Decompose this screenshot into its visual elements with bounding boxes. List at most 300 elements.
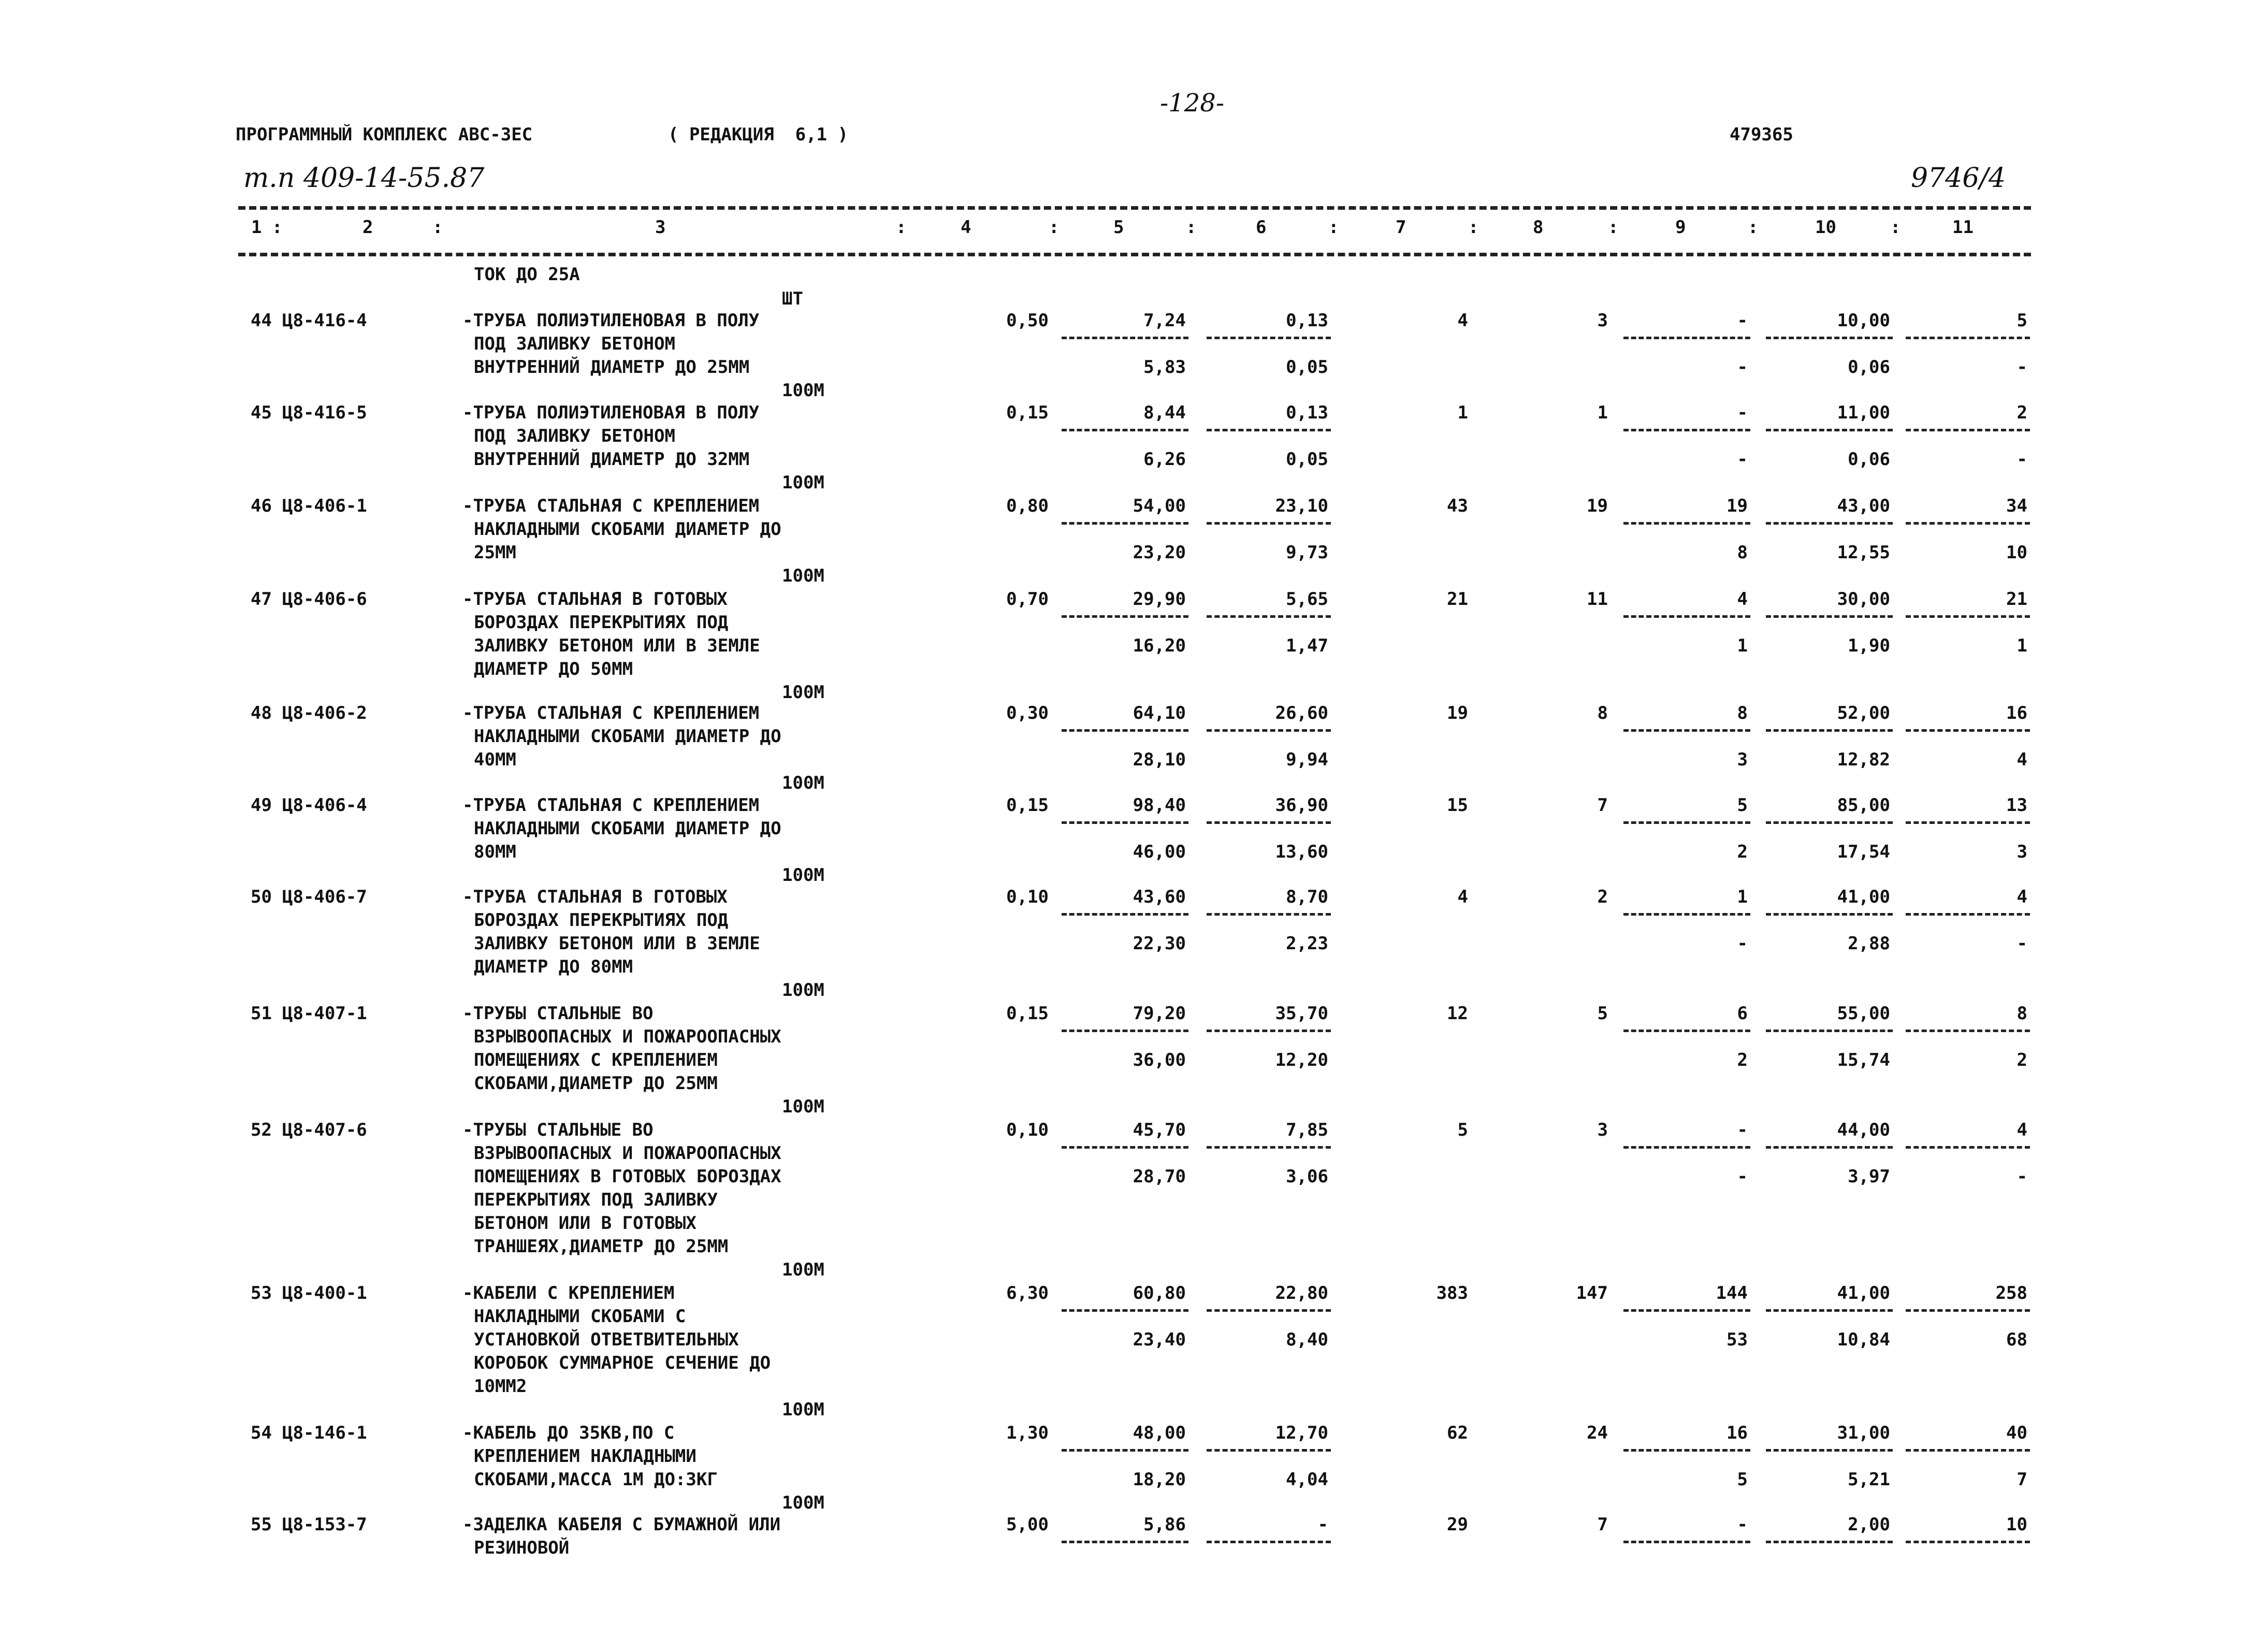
- value-divider: [1623, 1449, 1750, 1452]
- work-description: -ЗАДЕЛКА КАБЕЛЯ С БУМАЖНОЙ ИЛИ: [462, 1514, 781, 1535]
- value-c10: 41,00: [1837, 887, 1890, 907]
- value-divider: [1207, 1541, 1331, 1543]
- value-c10-second: 2,88: [1848, 933, 1890, 954]
- value-divider: [1906, 1449, 2030, 1452]
- value-divider: [1207, 615, 1331, 618]
- value-divider: [1062, 1030, 1188, 1032]
- value-c10-second: 15,74: [1837, 1050, 1890, 1070]
- value-c10: 31,00: [1837, 1423, 1890, 1443]
- work-description: ВНУТРЕННИЙ ДИАМЕТР ДО 25ММ: [474, 357, 750, 378]
- value-qty: 6,30: [1006, 1283, 1049, 1303]
- column-number: 8: [1533, 217, 1544, 238]
- value-c10: 41,00: [1837, 1283, 1890, 1303]
- value-c7: 383: [1436, 1283, 1468, 1303]
- header-top-rule: [238, 206, 2031, 210]
- work-description: БОРОЗДАХ ПЕРЕКРЫТИЯХ ПОД: [474, 910, 729, 931]
- edition-label: ( РЕДАКЦИЯ 6,1 ): [668, 124, 848, 145]
- value-c8: 5: [1597, 1003, 1608, 1024]
- value-c6: 23,10: [1275, 496, 1328, 516]
- value-c10: 55,00: [1837, 1003, 1890, 1024]
- value-qty: 5,00: [1006, 1514, 1049, 1535]
- work-description: КРЕПЛЕНИЕМ НАКЛАДНЫМИ: [474, 1446, 697, 1467]
- value-c6-second: 9,94: [1286, 749, 1328, 770]
- value-c5: 79,20: [1133, 1003, 1186, 1024]
- value-c11: 8: [2017, 1003, 2027, 1024]
- value-c6: 7,85: [1286, 1120, 1328, 1140]
- value-qty: 0,15: [1006, 1003, 1049, 1024]
- value-c9: 19: [1727, 496, 1748, 516]
- work-description: 80ММ: [474, 842, 516, 862]
- column-separator: :: [896, 217, 907, 238]
- value-c8: 7: [1597, 1514, 1608, 1535]
- value-qty: 0,80: [1006, 496, 1049, 516]
- row-number: 44: [251, 310, 272, 331]
- value-c5: 45,70: [1133, 1120, 1186, 1140]
- work-description: 40ММ: [474, 749, 516, 770]
- column-number: 7: [1396, 217, 1406, 238]
- value-divider: [1207, 1449, 1331, 1452]
- value-c6-second: 8,40: [1286, 1329, 1328, 1350]
- value-divider: [1906, 821, 2030, 824]
- value-divider: [1062, 429, 1188, 431]
- value-c11-second: -: [2017, 933, 2027, 954]
- value-divider: [1062, 615, 1188, 618]
- value-c5: 60,80: [1133, 1283, 1186, 1303]
- value-c6-second: 1,47: [1286, 635, 1328, 656]
- row-number: 49: [251, 795, 272, 816]
- value-c5-second: 36,00: [1133, 1050, 1186, 1070]
- value-c7: 21: [1447, 589, 1468, 610]
- value-c11-second: 68: [2006, 1329, 2027, 1350]
- value-c11: 21: [2006, 589, 2027, 610]
- value-c8: 7: [1597, 795, 1608, 816]
- row-number: 48: [251, 703, 272, 723]
- work-description: СКОБАМИ,МАССА 1М ДО:3КГ: [474, 1469, 718, 1490]
- work-description: 25ММ: [474, 542, 516, 563]
- value-divider: [1062, 1146, 1188, 1149]
- work-description: УСТАНОВКОЙ ОТВЕТВИТЕЛЬНЫХ: [474, 1329, 739, 1350]
- value-c6: 22,80: [1275, 1283, 1328, 1303]
- row-number: 53: [251, 1283, 272, 1303]
- unit-of-measure: 100М: [782, 865, 824, 886]
- value-c9-second: 2: [1737, 842, 1748, 862]
- value-c6: 26,60: [1275, 703, 1328, 723]
- value-c5-second: 16,20: [1133, 635, 1186, 656]
- rate-code: Ц8-416-5: [282, 402, 367, 423]
- unit-of-measure: 100М: [782, 380, 824, 401]
- value-c6: 36,90: [1275, 795, 1328, 816]
- work-description: ПОМЕЩЕНИЯХ В ГОТОВЫХ БОРОЗДАХ: [474, 1166, 781, 1187]
- rate-code: Ц8-406-1: [282, 496, 367, 516]
- row-number: 45: [251, 402, 272, 423]
- value-divider: [1906, 615, 2030, 618]
- value-c10: 11,00: [1837, 402, 1890, 423]
- value-divider: [1766, 429, 1893, 431]
- value-c5: 29,90: [1133, 589, 1186, 610]
- work-description: -КАБЕЛИ С КРЕПЛЕНИЕМ: [462, 1283, 675, 1303]
- value-divider: [1766, 1309, 1893, 1312]
- value-c5-second: 6,26: [1143, 449, 1186, 470]
- value-c10-second: 0,06: [1848, 357, 1890, 378]
- row-number: 55: [251, 1514, 272, 1535]
- value-divider: [1623, 1030, 1750, 1032]
- value-divider: [1623, 1541, 1750, 1543]
- value-divider: [1906, 1541, 2030, 1543]
- value-divider: [1766, 1030, 1893, 1032]
- work-description: ТРАНШЕЯХ,ДИАМЕТР ДО 25ММ: [474, 1236, 729, 1257]
- value-c10: 85,00: [1837, 795, 1890, 816]
- value-c8: 11: [1587, 589, 1608, 610]
- value-divider: [1766, 913, 1893, 916]
- value-c8: 3: [1597, 310, 1608, 331]
- value-c10-second: 17,54: [1837, 842, 1890, 862]
- value-c9: 144: [1716, 1283, 1748, 1303]
- value-c5-second: 23,40: [1133, 1329, 1186, 1350]
- value-c10: 43,00: [1837, 496, 1890, 516]
- value-divider: [1766, 522, 1893, 525]
- value-c11-second: 3: [2017, 842, 2027, 862]
- value-c11: 4: [2017, 887, 2027, 907]
- value-c11: 5: [2017, 310, 2027, 331]
- work-description: СКОБАМИ,ДИАМЕТР ДО 25ММ: [474, 1073, 718, 1094]
- row-number: 47: [251, 589, 272, 610]
- value-c11-second: 2: [2017, 1050, 2027, 1070]
- value-divider: [1623, 1146, 1750, 1149]
- value-c9: 8: [1737, 703, 1748, 723]
- column-separator: :: [272, 217, 283, 238]
- value-c7: 19: [1447, 703, 1468, 723]
- work-description: ДИАМЕТР ДО 50ММ: [474, 659, 633, 679]
- work-description: НАКЛАДНЫМИ СКОБАМИ ДИАМЕТР ДО: [474, 818, 781, 839]
- value-divider: [1906, 429, 2030, 431]
- value-divider: [1766, 729, 1893, 732]
- value-c11-second: -: [2017, 449, 2027, 470]
- value-divider: [1906, 1030, 2030, 1032]
- value-divider: [1623, 729, 1750, 732]
- work-description: ПЕРЕКРЫТИЯХ ПОД ЗАЛИВКУ: [474, 1190, 718, 1210]
- value-c5-second: 46,00: [1133, 842, 1186, 862]
- value-divider: [1207, 729, 1331, 732]
- value-divider: [1906, 913, 2030, 916]
- work-description: ВЗРЫВООПАСНЫХ И ПОЖАРООПАСНЫХ: [474, 1026, 781, 1047]
- value-divider: [1906, 729, 2030, 732]
- value-c6-second: 2,23: [1286, 933, 1328, 954]
- value-divider: [1623, 337, 1750, 339]
- value-c9-second: -: [1737, 357, 1748, 378]
- value-c9-second: -: [1737, 449, 1748, 470]
- value-divider: [1062, 1449, 1188, 1452]
- value-c11: 16: [2006, 703, 2027, 723]
- value-c6-second: 12,20: [1275, 1050, 1328, 1070]
- value-c9-second: 1: [1737, 635, 1748, 656]
- value-c6: 0,13: [1286, 310, 1328, 331]
- row-number: 51: [251, 1003, 272, 1024]
- unit-of-measure: 100М: [782, 1259, 824, 1280]
- value-c6: 35,70: [1275, 1003, 1328, 1024]
- column-separator: :: [1748, 217, 1759, 238]
- value-c9-second: 3: [1737, 749, 1748, 770]
- value-divider: [1906, 1309, 2030, 1312]
- value-divider: [1207, 522, 1331, 525]
- column-separator: :: [1328, 217, 1339, 238]
- unit-of-measure: 100М: [782, 566, 824, 586]
- value-c5-second: 28,70: [1133, 1166, 1186, 1187]
- work-description: -ТРУБЫ СТАЛЬНЫЕ ВО: [462, 1003, 654, 1024]
- value-c9: -: [1737, 1514, 1748, 1535]
- value-c5: 43,60: [1133, 887, 1186, 907]
- value-c5: 54,00: [1133, 496, 1186, 516]
- value-qty: 0,15: [1006, 795, 1049, 816]
- rate-code: Ц8-416-4: [282, 310, 367, 331]
- column-separator: :: [1608, 217, 1619, 238]
- value-divider: [1623, 913, 1750, 916]
- column-number: 4: [961, 217, 971, 238]
- value-c11: 2: [2017, 402, 2027, 423]
- value-c6: -: [1317, 1514, 1328, 1535]
- value-qty: 0,30: [1006, 703, 1049, 723]
- value-c9: 1: [1737, 887, 1748, 907]
- work-description: ЗАЛИВКУ БЕТОНОМ ИЛИ В ЗЕМЛЕ: [474, 635, 760, 656]
- value-c6: 12,70: [1275, 1423, 1328, 1443]
- row-number: 46: [251, 496, 272, 516]
- value-c9-second: -: [1737, 933, 1748, 954]
- value-c11: 13: [2006, 795, 2027, 816]
- rate-code: Ц8-400-1: [282, 1283, 367, 1303]
- work-description: ДИАМЕТР ДО 80ММ: [474, 957, 633, 977]
- value-c10-second: 10,84: [1837, 1329, 1890, 1350]
- column-separator: :: [1186, 217, 1197, 238]
- header-bottom-rule: [238, 253, 2031, 256]
- value-qty: 0,10: [1006, 1120, 1049, 1140]
- document-code: 479365: [1730, 124, 1793, 145]
- rate-code: Ц8-406-7: [282, 887, 367, 907]
- unit-of-measure: 100М: [782, 1399, 824, 1420]
- work-description: -ТРУБА СТАЛЬНАЯ В ГОТОВЫХ: [462, 589, 728, 610]
- value-divider: [1062, 1541, 1188, 1543]
- value-c6-second: 0,05: [1286, 449, 1328, 470]
- value-c9: 6: [1737, 1003, 1748, 1024]
- carry-over-text: ТОК ДО 25А: [474, 264, 580, 285]
- work-description: НАКЛАДНЫМИ СКОБАМИ ДИАМЕТР ДО: [474, 519, 781, 540]
- value-c9-second: 5: [1737, 1469, 1748, 1490]
- unit-of-measure: 100М: [782, 1096, 824, 1117]
- work-description: ВЗРЫВООПАСНЫХ И ПОЖАРООПАСНЫХ: [474, 1143, 781, 1164]
- value-c10-second: 5,21: [1848, 1469, 1890, 1490]
- rate-code: Ц8-407-1: [282, 1003, 367, 1024]
- value-qty: 0,70: [1006, 589, 1049, 610]
- value-c11-second: -: [2017, 357, 2027, 378]
- page-number: -128-: [1160, 89, 1225, 118]
- value-c10: 2,00: [1848, 1514, 1890, 1535]
- value-c11-second: -: [2017, 1166, 2027, 1187]
- value-divider: [1062, 522, 1188, 525]
- value-c9: 4: [1737, 589, 1748, 610]
- value-c7: 4: [1457, 310, 1468, 331]
- row-number: 52: [251, 1120, 272, 1140]
- value-c11: 34: [2006, 496, 2027, 516]
- value-c9: -: [1737, 402, 1748, 423]
- rate-code: Ц8-406-4: [282, 795, 367, 816]
- value-c5-second: 18,20: [1133, 1469, 1186, 1490]
- work-description: ПОД ЗАЛИВКУ БЕТОНОМ: [474, 426, 675, 446]
- value-c9: 5: [1737, 795, 1748, 816]
- value-c10-second: 12,55: [1837, 542, 1890, 563]
- value-c7: 1: [1457, 402, 1468, 423]
- value-c10: 44,00: [1837, 1120, 1890, 1140]
- work-description: -ТРУБА СТАЛЬНАЯ С КРЕПЛЕНИЕМ: [462, 496, 760, 516]
- value-c10-second: 1,90: [1848, 635, 1890, 656]
- work-description: -ТРУБА СТАЛЬНАЯ В ГОТОВЫХ: [462, 887, 728, 907]
- value-c10: 10,00: [1837, 310, 1890, 331]
- unit-of-measure: 100М: [782, 773, 824, 793]
- value-c9: 16: [1727, 1423, 1748, 1443]
- value-c9-second: 53: [1727, 1329, 1748, 1350]
- value-divider: [1062, 729, 1188, 732]
- work-description: ВНУТРЕННИЙ ДИАМЕТР ДО 32ММ: [474, 449, 750, 470]
- rate-code: Ц8-406-6: [282, 589, 367, 610]
- work-description: РЕЗИНОВОЙ: [474, 1538, 570, 1558]
- value-c7: 12: [1447, 1003, 1468, 1024]
- column-number: 9: [1675, 217, 1686, 238]
- value-divider: [1623, 821, 1750, 824]
- value-c8: 147: [1576, 1283, 1608, 1303]
- value-divider: [1062, 821, 1188, 824]
- rate-code: Ц8-146-1: [282, 1423, 367, 1443]
- program-title: ПРОГРАММНЫЙ КОМПЛЕКС АВС-3ЕС: [236, 124, 533, 145]
- work-description: БОРОЗДАХ ПЕРЕКРЫТИЯХ ПОД: [474, 612, 729, 633]
- value-qty: 0,10: [1006, 887, 1049, 907]
- value-divider: [1207, 429, 1331, 431]
- work-description: -ТРУБА ПОЛИЭТИЛЕНОВАЯ В ПОЛУ: [462, 310, 760, 331]
- value-c8: 8: [1597, 703, 1608, 723]
- value-divider: [1207, 1030, 1331, 1032]
- rate-code: Ц8-406-2: [282, 703, 367, 723]
- value-divider: [1766, 337, 1893, 339]
- value-c5-second: 23,20: [1133, 542, 1186, 563]
- value-c6-second: 0,05: [1286, 357, 1328, 378]
- value-c6-second: 3,06: [1286, 1166, 1328, 1187]
- value-c10-second: 0,06: [1848, 449, 1890, 470]
- work-description: -ТРУБА СТАЛЬНАЯ С КРЕПЛЕНИЕМ: [462, 795, 760, 816]
- rate-code: Ц8-153-7: [282, 1514, 367, 1535]
- work-description: ПОД ЗАЛИВКУ БЕТОНОМ: [474, 334, 675, 354]
- value-c11-second: 7: [2017, 1469, 2027, 1490]
- value-c7: 4: [1457, 887, 1468, 907]
- work-description: ЗАЛИВКУ БЕТОНОМ ИЛИ В ЗЕМЛЕ: [474, 933, 760, 954]
- value-divider: [1906, 1146, 2030, 1149]
- unit-of-measure: 100М: [782, 980, 824, 1001]
- work-description: БЕТОНОМ ИЛИ В ГОТОВЫХ: [474, 1213, 697, 1234]
- column-number: 11: [1952, 217, 1974, 238]
- value-c7: 29: [1447, 1514, 1468, 1535]
- column-separator: :: [1049, 217, 1060, 238]
- value-divider: [1766, 1449, 1893, 1452]
- value-divider: [1062, 913, 1188, 916]
- value-c10-second: 3,97: [1848, 1166, 1890, 1187]
- value-c5: 8,44: [1143, 402, 1186, 423]
- value-divider: [1623, 615, 1750, 618]
- value-c10: 52,00: [1837, 703, 1890, 723]
- value-c5: 64,10: [1133, 703, 1186, 723]
- value-c5: 5,86: [1143, 1514, 1186, 1535]
- column-number: 5: [1113, 217, 1124, 238]
- value-divider: [1207, 1309, 1331, 1312]
- value-c5-second: 22,30: [1133, 933, 1186, 954]
- value-c6: 0,13: [1286, 402, 1328, 423]
- value-c11: 4: [2017, 1120, 2027, 1140]
- value-c8: 1: [1597, 402, 1608, 423]
- value-c9-second: -: [1737, 1166, 1748, 1187]
- value-divider: [1623, 1309, 1750, 1312]
- work-description: НАКЛАДНЫМИ СКОБАМИ С: [474, 1306, 686, 1327]
- value-c11: 40: [2006, 1423, 2027, 1443]
- value-c7: 15: [1447, 795, 1468, 816]
- value-divider: [1766, 615, 1893, 618]
- value-c8: 24: [1587, 1423, 1608, 1443]
- value-c11-second: 10: [2006, 542, 2027, 563]
- value-c11: 10: [2006, 1514, 2027, 1535]
- column-number: 6: [1256, 217, 1267, 238]
- work-description: -КАБЕЛЬ ДО 35КВ,ПО С: [462, 1423, 675, 1443]
- column-number: 2: [362, 217, 373, 238]
- column-separator: :: [1468, 217, 1479, 238]
- value-c7: 5: [1457, 1120, 1468, 1140]
- value-c5: 48,00: [1133, 1423, 1186, 1443]
- value-c9: -: [1737, 1120, 1748, 1140]
- value-divider: [1062, 337, 1188, 339]
- value-c11: 258: [1995, 1283, 2027, 1303]
- value-divider: [1207, 913, 1331, 916]
- carry-over-unit: ШТ: [782, 288, 803, 309]
- value-divider: [1207, 1146, 1331, 1149]
- value-c6-second: 9,73: [1286, 542, 1328, 563]
- unit-of-measure: 100М: [782, 682, 824, 703]
- value-c10-second: 12,82: [1837, 749, 1890, 770]
- value-c5-second: 5,83: [1143, 357, 1186, 378]
- value-qty: 1,30: [1006, 1423, 1049, 1443]
- work-description: НАКЛАДНЫМИ СКОБАМИ ДИАМЕТР ДО: [474, 726, 781, 747]
- value-c6: 5,65: [1286, 589, 1328, 610]
- unit-of-measure: 100М: [782, 1492, 824, 1513]
- value-divider: [1766, 1541, 1893, 1543]
- value-divider: [1207, 821, 1331, 824]
- work-description: -ТРУБА СТАЛЬНАЯ С КРЕПЛЕНИЕМ: [462, 703, 760, 723]
- work-description: КОРОБОК СУММАРНОЕ СЕЧЕНИЕ ДО: [474, 1353, 771, 1373]
- column-number: 1: [251, 217, 262, 238]
- value-c11-second: 1: [2017, 635, 2027, 656]
- value-c5-second: 28,10: [1133, 749, 1186, 770]
- column-separator: :: [432, 217, 443, 238]
- value-c11-second: 4: [2017, 749, 2027, 770]
- value-c7: 62: [1447, 1423, 1468, 1443]
- value-divider: [1906, 522, 2030, 525]
- work-description: ПОМЕЩЕНИЯХ С КРЕПЛЕНИЕМ: [474, 1050, 718, 1070]
- rate-code: Ц8-407-6: [282, 1120, 367, 1140]
- value-c5: 98,40: [1133, 795, 1186, 816]
- value-c6-second: 13,60: [1275, 842, 1328, 862]
- value-c8: 3: [1597, 1120, 1608, 1140]
- sheet-reference: 9746/4: [1911, 163, 2006, 194]
- work-description: -ТРУБЫ СТАЛЬНЫЕ ВО: [462, 1120, 654, 1140]
- value-divider: [1766, 821, 1893, 824]
- value-divider: [1062, 1309, 1188, 1312]
- column-separator: :: [1890, 217, 1901, 238]
- value-qty: 0,50: [1006, 310, 1049, 331]
- project-reference: т.п 409-14-55.87: [243, 163, 485, 194]
- value-c6: 8,70: [1286, 887, 1328, 907]
- value-divider: [1623, 522, 1750, 525]
- value-c10: 30,00: [1837, 589, 1890, 610]
